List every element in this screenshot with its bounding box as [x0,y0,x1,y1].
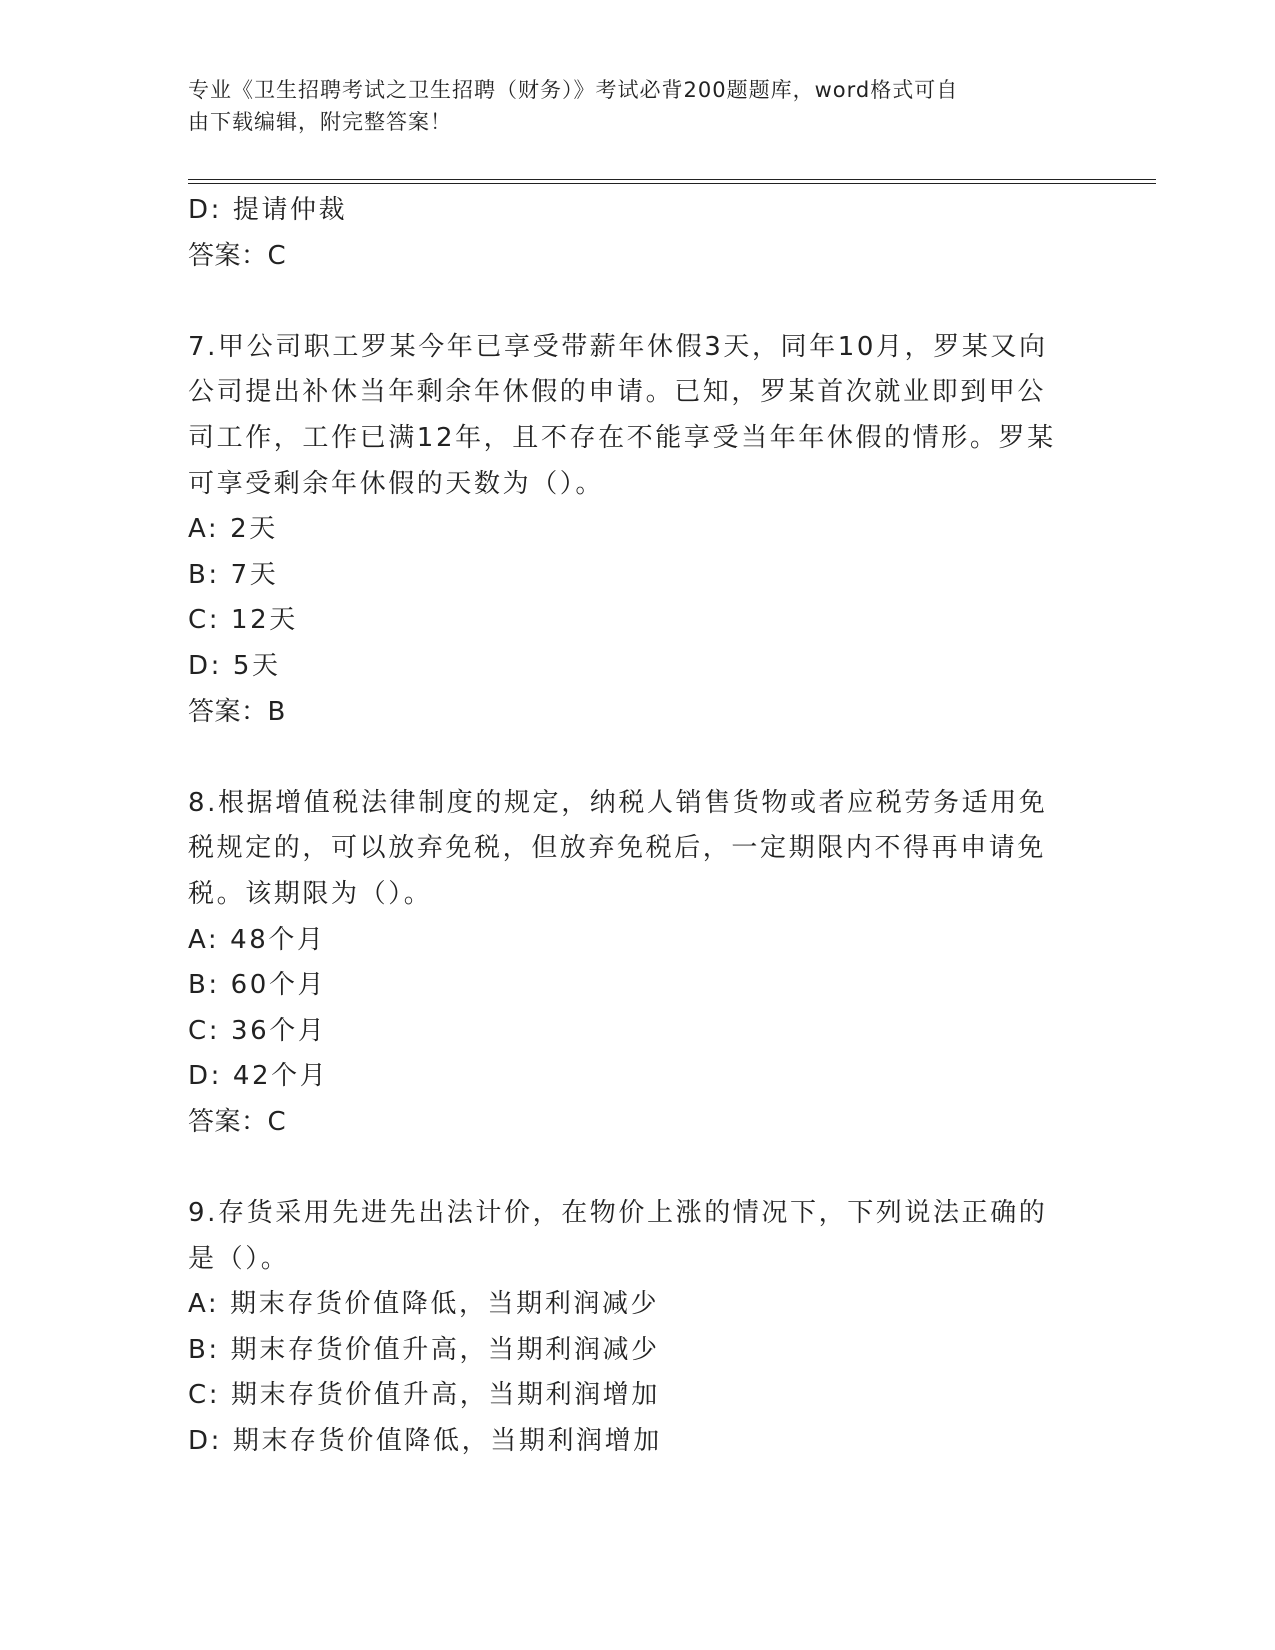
question-8 [188,781,1088,1146]
option-d: D: 提请仲裁 [188,195,348,225]
option-b: B: 期末存货价值升高，当期利润减少 [188,1334,660,1365]
option-d: D: 42个月 [188,1061,329,1092]
question-stem-line: 7.甲公司职工罗某今年已享受带薪年休假3天，同年10月，罗某又向 [188,331,1048,362]
header-divider-bottom [188,183,1156,184]
option-b: B: 60个月 [188,970,327,1001]
option-c: C: 期末存货价值升高，当期利润增加 [188,1380,660,1411]
option-a: A: 期末存货价值降低，当期利润减少 [188,1289,660,1320]
option-b: B: 7天 [188,559,279,590]
question-7 [188,325,1088,735]
header-line-2: 由下载编辑，附完整答案！ [188,110,452,134]
document-body [188,188,1088,1465]
answer-line: 答案：C [188,240,287,271]
previous-question-tail [188,188,1088,279]
question-stem-line: 公司提出补休当年剩余年休假的申请。已知，罗某首次就业即到甲公 [188,377,1047,408]
option-d: D: 期末存货价值降低，当期利润增加 [188,1426,662,1457]
spacer [188,279,1088,325]
option-c: C: 36个月 [188,1015,327,1046]
question-stem-line: 是（）。 [188,1243,290,1274]
question-stem-line: 司工作，工作已满12年，且不存在不能享受当年年休假的情形。罗某 [188,422,1056,453]
question-stem-line: 9.存货采用先进先出法计价，在物价上涨的情况下，下列说法正确的 [188,1198,1048,1229]
answer-line: 答案：B [188,696,286,727]
question-9 [188,1191,1088,1465]
header-line-1: 专业《卫生招聘考试之卫生招聘（财务）》考试必背200题题库，word格式可自 [188,78,959,102]
option-a: A: 2天 [188,514,278,545]
page-header [188,74,1068,138]
spacer [188,735,1088,781]
answer-line: 答案：C [188,1106,287,1137]
question-stem-line: 税。该期限为（）。 [188,878,433,909]
option-a: A: 48个月 [188,924,326,955]
spacer [188,1145,1088,1191]
header-divider-top [188,179,1156,180]
option-d: D: 5天 [188,650,281,681]
question-stem-line: 8.根据增值税法律制度的规定，纳税人销售货物或者应税劳务适用免 [188,787,1048,818]
question-stem-line: 税规定的，可以放弃免税，但放弃免税后，一定期限内不得再申请免 [188,833,1047,864]
question-stem-line: 可享受剩余年休假的天数为（）。 [188,468,605,499]
option-c: C: 12天 [188,605,298,636]
